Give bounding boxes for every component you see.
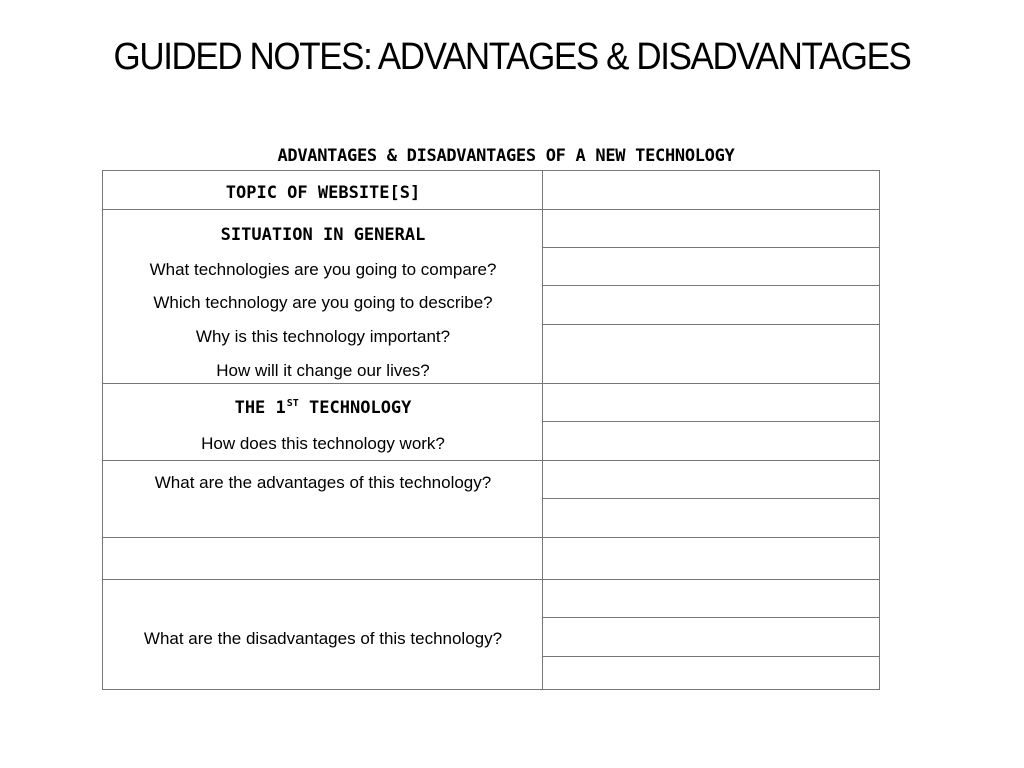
situation-question-4: How will it change our lives? bbox=[216, 361, 430, 380]
answer-cell[interactable] bbox=[542, 498, 880, 537]
situation-heading: SITUATION IN GENERAL bbox=[220, 225, 426, 245]
answer-cell[interactable] bbox=[542, 579, 880, 617]
situation-question-3: Why is this technology important? bbox=[195, 327, 451, 346]
situation-question-1: What technologies are you going to compare? bbox=[149, 260, 497, 279]
disadvantages-question: What are the disadvantages of this technology? bbox=[143, 629, 503, 648]
answer-cell[interactable] bbox=[542, 460, 880, 498]
table-caption: ADVANTAGES & DISADVANTAGES OF A NEW TECHNOLOGY bbox=[277, 146, 735, 166]
answer-cell[interactable] bbox=[542, 247, 880, 285]
first-technology-heading: THE 1ST TECHNOLOGY bbox=[234, 398, 412, 418]
answer-cell[interactable] bbox=[542, 285, 880, 324]
notes-table bbox=[102, 170, 880, 690]
answer-cell[interactable] bbox=[542, 170, 880, 209]
disadvantages-cell bbox=[102, 579, 542, 690]
page-title: GUIDED NOTES: ADVANTAGES & DISADVANTAGES bbox=[113, 36, 911, 78]
topic-label: TOPIC OF WEBSITE[S] bbox=[225, 183, 421, 203]
situation-cell bbox=[102, 209, 542, 383]
answer-cell[interactable] bbox=[542, 537, 880, 579]
topic-label-cell bbox=[102, 170, 542, 209]
situation-question-2: Which technology are you going to describe? bbox=[153, 293, 493, 312]
advantages-question: What are the advantages of this technology? bbox=[154, 473, 492, 492]
answer-cell[interactable] bbox=[542, 324, 880, 383]
empty-left-cell bbox=[102, 537, 542, 579]
answer-cell[interactable] bbox=[542, 656, 880, 690]
first-technology-cell bbox=[102, 383, 542, 460]
first-technology-question: How does this technology work? bbox=[201, 434, 445, 453]
answer-cell[interactable] bbox=[542, 209, 880, 247]
answer-cell[interactable] bbox=[542, 421, 880, 460]
answer-cell[interactable] bbox=[542, 383, 880, 421]
answer-cell[interactable] bbox=[542, 617, 880, 656]
advantages-cell bbox=[102, 460, 542, 537]
